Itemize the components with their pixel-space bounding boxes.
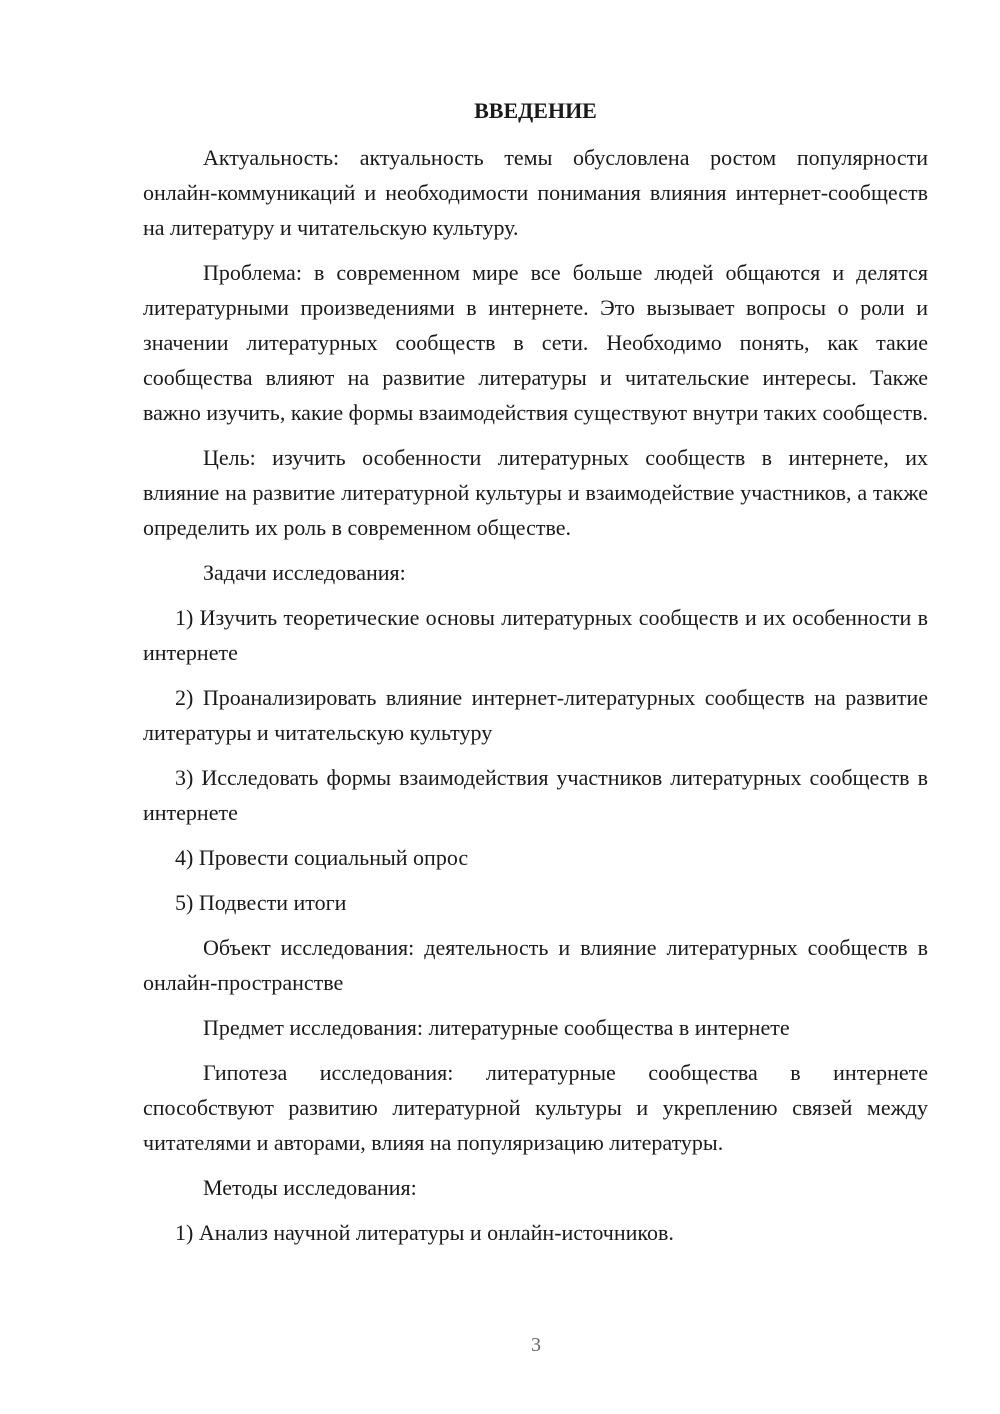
methods-heading: Методы исследования: bbox=[203, 1175, 417, 1200]
object-paragraph: Объект исследования: деятельность и влияние литературных сообществ в онлайн-пространстве bbox=[143, 935, 928, 995]
task-item-2: 2) Проанализировать влияние интернет-литературных сообществ на развитие литературы и читательскую культуру bbox=[143, 685, 928, 745]
task-item-1: 1) Изучить теоретические основы литературных сообществ и их особенности в интернете bbox=[143, 605, 928, 665]
hypothesis-paragraph: Гипотеза исследования: литературные сообщества в интернете способствуют развитию литературной культуры и укреплению связей между читателями и авторами, влияя на популяризацию литературы. bbox=[143, 1060, 928, 1155]
relevance-paragraph: Актуальность: актуальность темы обусловлена ростом популярности онлайн-коммуникаций и необходимости понимания влияния интернет-сообществ на литературу и читательскую культуру. bbox=[143, 145, 928, 240]
task-item-4: 4) Провести социальный опрос bbox=[175, 845, 469, 870]
document-page bbox=[143, 96, 928, 1260]
section-title: ВВЕДЕНИЕ bbox=[474, 98, 597, 123]
page-number: 3 bbox=[531, 1334, 541, 1356]
problem-paragraph: Проблема: в современном мире все больше людей общаются и делятся литературными произведениями в интернете. Это вызывает вопросы о роли и значении литературных сообществ в сети. Необходимо понять, как такие сообщества влияют на развитие литературы и читательские интересы. Также важно изучить, какие формы взаимодействия существуют внутри таких сообществ. bbox=[143, 260, 928, 425]
subject-paragraph: Предмет исследования: литературные сообщества в интернете bbox=[203, 1015, 790, 1040]
task-item-5: 5) Подвести итоги bbox=[175, 890, 347, 915]
method-item-1: 1) Анализ научной литературы и онлайн-источников. bbox=[175, 1220, 674, 1245]
task-item-3: 3) Исследовать формы взаимодействия участников литературных сообществ в интернете bbox=[143, 765, 928, 825]
goal-paragraph: Цель: изучить особенности литературных сообществ в интернете, их влияние на развитие литературной культуры и взаимодействие участников, а также определить их роль в современном обществе. bbox=[143, 445, 928, 540]
tasks-heading: Задачи исследования: bbox=[203, 560, 406, 585]
